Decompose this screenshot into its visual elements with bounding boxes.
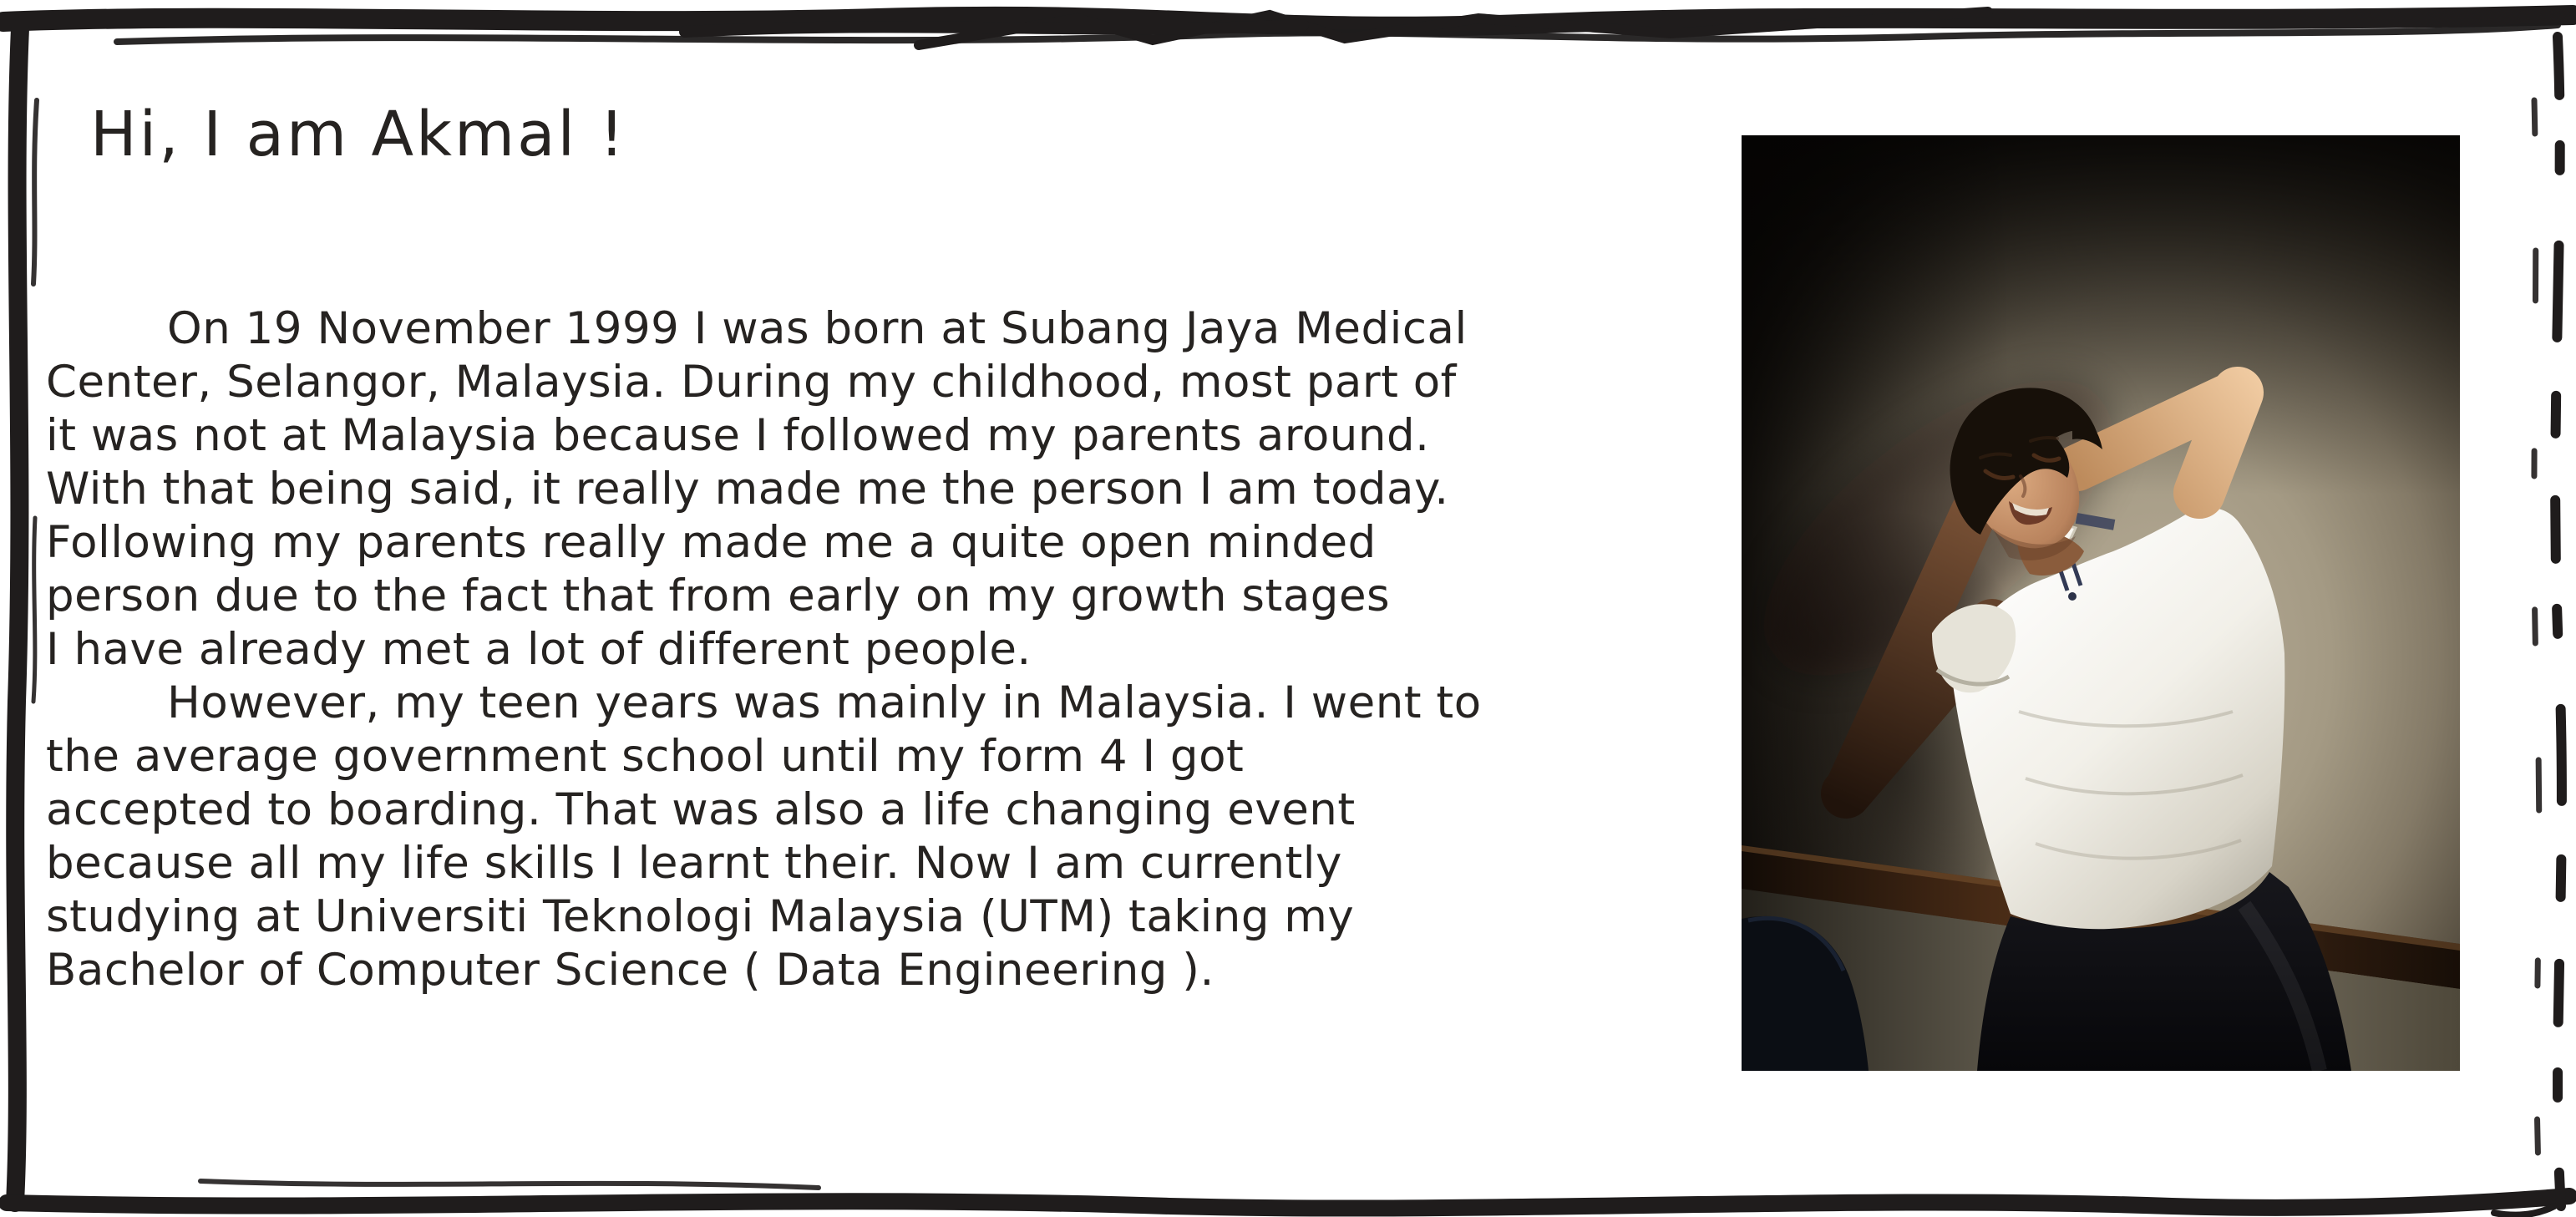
border-bottom-stroke (7, 1196, 2569, 1209)
about-text-line: Bachelor of Computer Science ( Data Engineering ). (46, 945, 1214, 996)
border-right-dashes (2555, 37, 2562, 1206)
about-text-line: because all my life skills I learnt their. Now I am currently (46, 838, 1342, 889)
about-text-line: Center, Selangor, Malaysia. During my childhood, most part of (46, 357, 1457, 408)
about-text-line: it was not at Malaysia because I followed my parents around. (46, 410, 1430, 461)
about-text-line: With that being said, it really made me the person I am today. (46, 464, 1449, 515)
border-bottom-echo (200, 1181, 819, 1188)
about-text (46, 302, 1733, 997)
border-top-scribble (919, 12, 1988, 45)
about-text-line: studying at Universiti Teknologi Malaysia (UTM) taking my (46, 891, 1355, 942)
border-top-overlap (685, 25, 1303, 32)
border-right-dashes-2 (2534, 100, 2539, 1186)
about-text-line: the average government school until my form 4 I got (46, 731, 1245, 782)
border-top-stroke (3, 15, 2573, 27)
about-text-line: Following my parents really made me a quite open minded (46, 517, 1377, 568)
about-text-line: accepted to boarding. That was also a life changing event (46, 784, 1356, 835)
border-bottom-tick (2494, 1206, 2554, 1215)
border-left-stroke (15, 28, 20, 1203)
border-top-echo (117, 25, 2558, 42)
border-left-echo-2 (33, 518, 35, 702)
about-text-line: On 19 November 1999 I was born at Subang Jaya Medical (167, 303, 1468, 354)
about-text-line: person due to the fact that from early on my growth stages (46, 570, 1391, 621)
portrait-illustration (1742, 135, 2460, 1071)
about-text-line: However, my teen years was mainly in Malaysia. I went to (167, 677, 1482, 728)
about-text-line: I have already met a lot of different people. (46, 624, 1032, 675)
page-title: Hi, I am Akmal ! (90, 99, 627, 170)
polo-button (2068, 592, 2077, 601)
border-left-echo (33, 100, 37, 284)
portrait-photo (1742, 135, 2460, 1071)
